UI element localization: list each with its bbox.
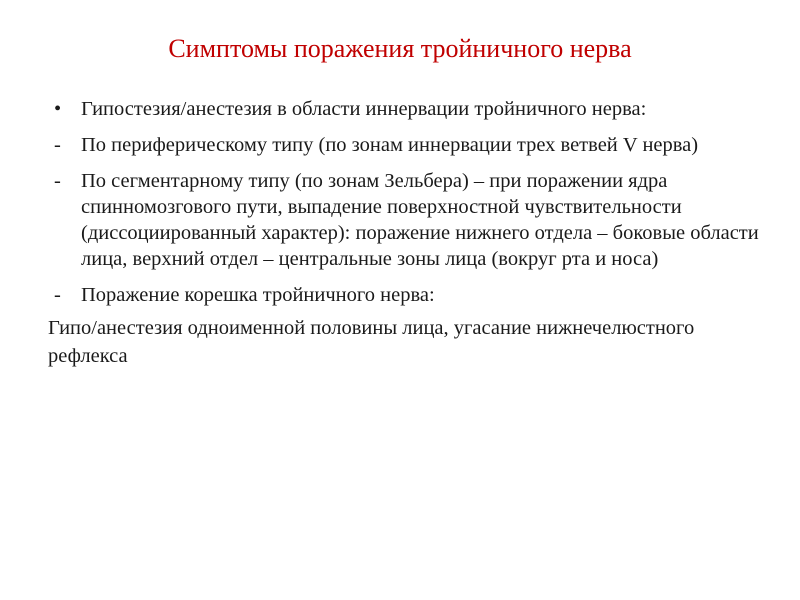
list-item-text: Гипостезия/анестезия в области иннервации тройничного нерва: [81, 98, 647, 120]
list-item [48, 132, 760, 158]
list-item [48, 96, 760, 122]
dash-marker: - [54, 284, 61, 306]
slide-title: Симптомы поражения тройничного нерва [168, 34, 632, 63]
list-item-text: По сегментарному типу (по зонам Зельбера) – при поражении ядра спинномозгового пути, выпадение поверхностной чувствительности (диссоциированный характер): поражение нижнего отдела – боковые области лица, верхний отдел – центральные зоны лица (вокруг рта и носа) [81, 170, 759, 270]
dash-marker: - [54, 134, 61, 156]
bullet-marker: • [54, 98, 62, 120]
list-item [48, 282, 760, 308]
list-item-text: Поражение корешка тройничного нерва: [81, 284, 435, 306]
list-item [48, 168, 760, 272]
conclusion-text: Гипо/анестезия одноименной половины лица, угасание нижнечелюстного рефлекса [48, 317, 695, 367]
dash-marker: - [54, 170, 61, 192]
slide-content [48, 96, 760, 370]
list-item-text: По периферическому типу (по зонам иннервации трех ветвей V нерва) [81, 134, 699, 156]
